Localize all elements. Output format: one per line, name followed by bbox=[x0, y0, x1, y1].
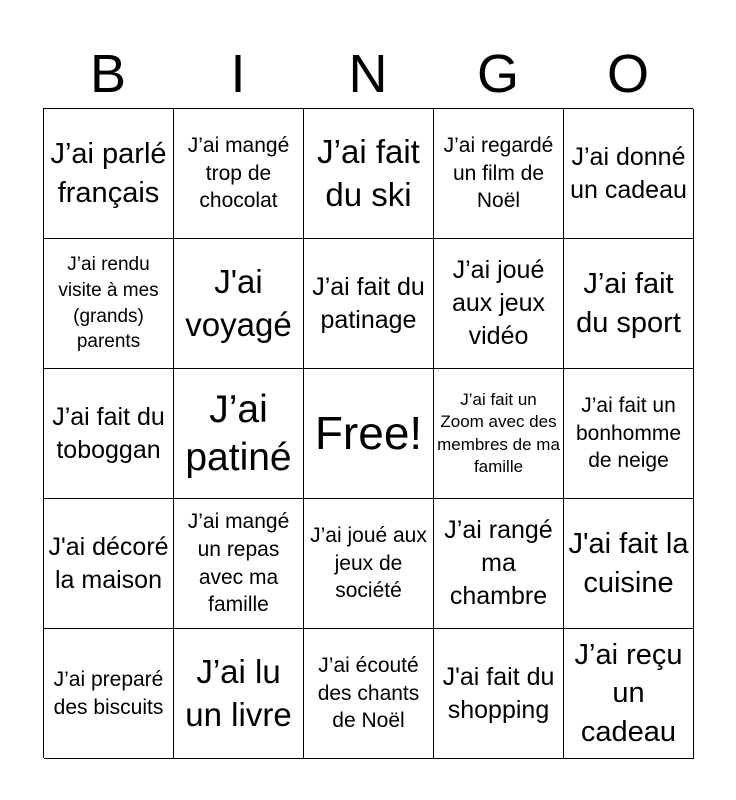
bingo-cell[interactable]: J’ai fait du toboggan bbox=[44, 369, 174, 499]
header-letter-b: B bbox=[89, 44, 127, 104]
bingo-cell[interactable]: J’ai rangé ma chambre bbox=[434, 499, 564, 629]
bingo-cell[interactable]: J’ai lu un livre bbox=[174, 629, 304, 759]
bingo-cell[interactable]: J’ai reçu un cadeau bbox=[564, 629, 694, 759]
bingo-cell[interactable]: J’ai regardé un film de Noël bbox=[434, 109, 564, 239]
free-space[interactable]: Free! bbox=[304, 369, 434, 499]
bingo-cell[interactable]: J’ai parlé français bbox=[44, 109, 174, 239]
bingo-cell[interactable]: J’ai fait un bonhomme de neige bbox=[564, 369, 694, 499]
bingo-cell[interactable]: J'ai décoré la maison bbox=[44, 499, 174, 629]
bingo-cell[interactable]: J’ai mangé trop de chocolat bbox=[174, 109, 304, 239]
bingo-cell[interactable]: J’ai fait du patinage bbox=[304, 239, 434, 369]
bingo-cell[interactable]: J’ai joué aux jeux vidéo bbox=[434, 239, 564, 369]
header-letter-i: I bbox=[230, 44, 246, 104]
bingo-cell[interactable]: J’ai joué aux jeux de société bbox=[304, 499, 434, 629]
bingo-cell[interactable]: J’ai rendu visite à mes (grands) parents bbox=[44, 239, 174, 369]
bingo-cell[interactable]: J’ai donné un cadeau bbox=[564, 109, 694, 239]
bingo-cell[interactable]: J’ai écouté des chants de Noël bbox=[304, 629, 434, 759]
bingo-cell[interactable]: J'ai voyagé bbox=[174, 239, 304, 369]
bingo-header bbox=[43, 40, 693, 108]
header-letter-g: G bbox=[476, 44, 519, 104]
bingo-card bbox=[43, 108, 693, 758]
header-letter-n: N bbox=[348, 44, 388, 104]
bingo-cell[interactable]: J'ai fait la cuisine bbox=[564, 499, 694, 629]
bingo-cell[interactable]: J’ai fait un Zoom avec des membres de ma famille bbox=[434, 369, 564, 499]
bingo-cell[interactable]: J’ai mangé un repas avec ma famille bbox=[174, 499, 304, 629]
bingo-cell[interactable]: J’ai fait du sport bbox=[564, 239, 694, 369]
bingo-cell[interactable]: J’ai fait du ski bbox=[304, 109, 434, 239]
header-letter-o: O bbox=[606, 44, 649, 104]
bingo-cell[interactable]: J'ai fait du shopping bbox=[434, 629, 564, 759]
bingo-cell[interactable]: J’ai preparé des biscuits bbox=[44, 629, 174, 759]
bingo-cell[interactable]: J’ai patiné bbox=[174, 369, 304, 499]
